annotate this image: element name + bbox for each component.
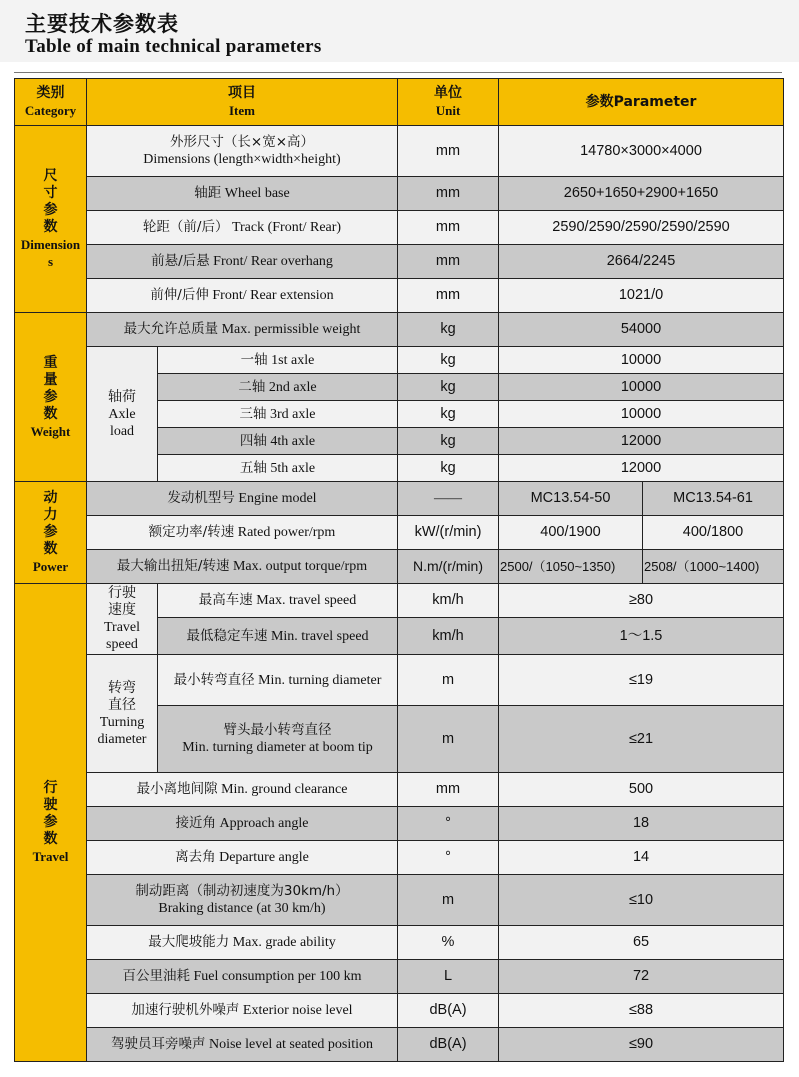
- value-cell: 2590/2590/2590/2590/2590: [499, 211, 784, 245]
- table-row: [15, 926, 784, 960]
- value-cell: ≤90: [499, 1028, 784, 1062]
- item-cell: 臂头最小转弯直径 Min. turning diameter at boom tip: [158, 706, 398, 773]
- item-cell: 最大允许总质量 Max. permissible weight: [87, 313, 398, 347]
- value-cell: 1～1.5: [499, 618, 784, 655]
- value-cell: MC13.54-61: [643, 482, 784, 516]
- axle-load-group: 轴荷 Axle load: [87, 347, 158, 482]
- value-cell: ≤19: [499, 655, 784, 706]
- unit-cell: mm: [398, 177, 499, 211]
- item-cell: 三轴 3rd axle: [158, 401, 398, 428]
- table-row: [15, 177, 784, 211]
- unit-cell: kg: [398, 401, 499, 428]
- unit-cell: dB(A): [398, 1028, 499, 1062]
- unit-cell: mm: [398, 773, 499, 807]
- table-row: [15, 1028, 784, 1062]
- value-cell: 2650+1650+2900+1650: [499, 177, 784, 211]
- value-cell: 54000: [499, 313, 784, 347]
- value-cell: 2664/2245: [499, 245, 784, 279]
- header-unit: 单位 Unit: [398, 79, 499, 126]
- item-cell: 最小转弯直径 Min. turning diameter: [158, 655, 398, 706]
- value-cell: 10000: [499, 374, 784, 401]
- item-cell: 加速行驶机外噪声 Exterior noise level: [87, 994, 398, 1028]
- item-cell: 接近角 Approach angle: [87, 807, 398, 841]
- unit-cell: mm: [398, 211, 499, 245]
- value-cell: 14780×3000×4000: [499, 126, 784, 177]
- item-cell: 轴距 Wheel base: [87, 177, 398, 211]
- category-travel: 行 驶 参 数 Travel: [15, 584, 87, 1062]
- value-cell: 18: [499, 807, 784, 841]
- unit-cell: kg: [398, 455, 499, 482]
- table-row: [15, 841, 784, 875]
- technical-parameters-table: [14, 78, 784, 1062]
- table-row: [15, 313, 784, 347]
- header-category: 类别 Category: [15, 79, 87, 126]
- value-cell: 400/1800: [643, 516, 784, 550]
- item-cell: 离去角 Departure angle: [87, 841, 398, 875]
- item-cell: 二轴 2nd axle: [158, 374, 398, 401]
- unit-cell: kW/(r/min): [398, 516, 499, 550]
- value-cell: 10000: [499, 347, 784, 374]
- value-cell: 1021/0: [499, 279, 784, 313]
- unit-cell: km/h: [398, 584, 499, 618]
- table-row: [15, 807, 784, 841]
- category-dimensions: 尺 寸 参 数 Dimension s: [15, 126, 87, 313]
- item-cell: 最大输出扭矩/转速 Max. output torque/rpm: [87, 550, 398, 584]
- title-english: Table of main technical parameters: [25, 36, 322, 57]
- unit-cell: L: [398, 960, 499, 994]
- item-cell: 最小离地间隙 Min. ground clearance: [87, 773, 398, 807]
- header-divider: [14, 72, 782, 73]
- item-cell: 前悬/后悬 Front/ Rear overhang: [87, 245, 398, 279]
- unit-cell: %: [398, 926, 499, 960]
- header-parameter: 参数Parameter: [499, 79, 784, 126]
- item-cell: 额定功率/转速 Rated power/rpm: [87, 516, 398, 550]
- value-cell: 14: [499, 841, 784, 875]
- category-weight: 重 量 参 数 Weight: [15, 313, 87, 482]
- item-cell: 轮距（前/后） Track (Front/ Rear): [87, 211, 398, 245]
- value-cell: 2500/（1050~1350): [499, 550, 643, 584]
- unit-cell: mm: [398, 245, 499, 279]
- table-row: [15, 550, 784, 584]
- value-cell: MC13.54-50: [499, 482, 643, 516]
- item-cell: 制动距离（制动初速度为30km/h） Braking distance (at 30 km/h): [87, 875, 398, 926]
- unit-cell: dB(A): [398, 994, 499, 1028]
- value-cell: 10000: [499, 401, 784, 428]
- title-chinese: 主要技术参数表: [25, 12, 179, 36]
- table-row: [15, 584, 784, 618]
- category-power: 动 力 参 数 Power: [15, 482, 87, 584]
- table-row: [15, 655, 784, 706]
- unit-cell: m: [398, 706, 499, 773]
- unit-cell: °: [398, 841, 499, 875]
- table-row: [15, 773, 784, 807]
- value-cell: ≤88: [499, 994, 784, 1028]
- unit-cell: kg: [398, 428, 499, 455]
- table-row: [15, 960, 784, 994]
- unit-cell: mm: [398, 126, 499, 177]
- unit-cell: m: [398, 875, 499, 926]
- header-item: 项目 Item: [87, 79, 398, 126]
- item-cell: 驾驶员耳旁噪声 Noise level at seated position: [87, 1028, 398, 1062]
- value-cell: 12000: [499, 455, 784, 482]
- table-row: [15, 347, 784, 374]
- item-cell: 一轴 1st axle: [158, 347, 398, 374]
- unit-cell: ——: [398, 482, 499, 516]
- unit-cell: kg: [398, 313, 499, 347]
- unit-cell: °: [398, 807, 499, 841]
- turning-diameter-group: 转弯 直径 Turning diameter: [87, 655, 158, 773]
- item-cell: 五轴 5th axle: [158, 455, 398, 482]
- item-cell: 外形尺寸（长×宽×高） Dimensions (length×width×height): [87, 126, 398, 177]
- item-cell: 四轴 4th axle: [158, 428, 398, 455]
- value-cell: 65: [499, 926, 784, 960]
- item-cell: 发动机型号 Engine model: [87, 482, 398, 516]
- item-cell: 最大爬坡能力 Max. grade ability: [87, 926, 398, 960]
- unit-cell: kg: [398, 374, 499, 401]
- unit-cell: km/h: [398, 618, 499, 655]
- value-cell: 500: [499, 773, 784, 807]
- value-cell: 2508/（1000~1400): [643, 550, 784, 584]
- unit-cell: kg: [398, 347, 499, 374]
- value-cell: 72: [499, 960, 784, 994]
- unit-cell: N.m/(r/min): [398, 550, 499, 584]
- travel-speed-group: 行驶 速度 Travel speed: [87, 584, 158, 655]
- table-row: [15, 279, 784, 313]
- table-row: [15, 994, 784, 1028]
- table-row: [15, 875, 784, 926]
- table-row: [15, 126, 784, 177]
- table-header-row: [15, 79, 784, 126]
- value-cell: 12000: [499, 428, 784, 455]
- table-row: [15, 516, 784, 550]
- table-row: [15, 245, 784, 279]
- item-cell: 最高车速 Max. travel speed: [158, 584, 398, 618]
- page-header: [0, 0, 799, 62]
- table-row: [15, 482, 784, 516]
- unit-cell: m: [398, 655, 499, 706]
- table-row: [15, 211, 784, 245]
- item-cell: 百公里油耗 Fuel consumption per 100 km: [87, 960, 398, 994]
- value-cell: ≥80: [499, 584, 784, 618]
- item-cell: 最低稳定车速 Min. travel speed: [158, 618, 398, 655]
- value-cell: ≤10: [499, 875, 784, 926]
- value-cell: 400/1900: [499, 516, 643, 550]
- unit-cell: mm: [398, 279, 499, 313]
- item-cell: 前伸/后伸 Front/ Rear extension: [87, 279, 398, 313]
- value-cell: ≤21: [499, 706, 784, 773]
